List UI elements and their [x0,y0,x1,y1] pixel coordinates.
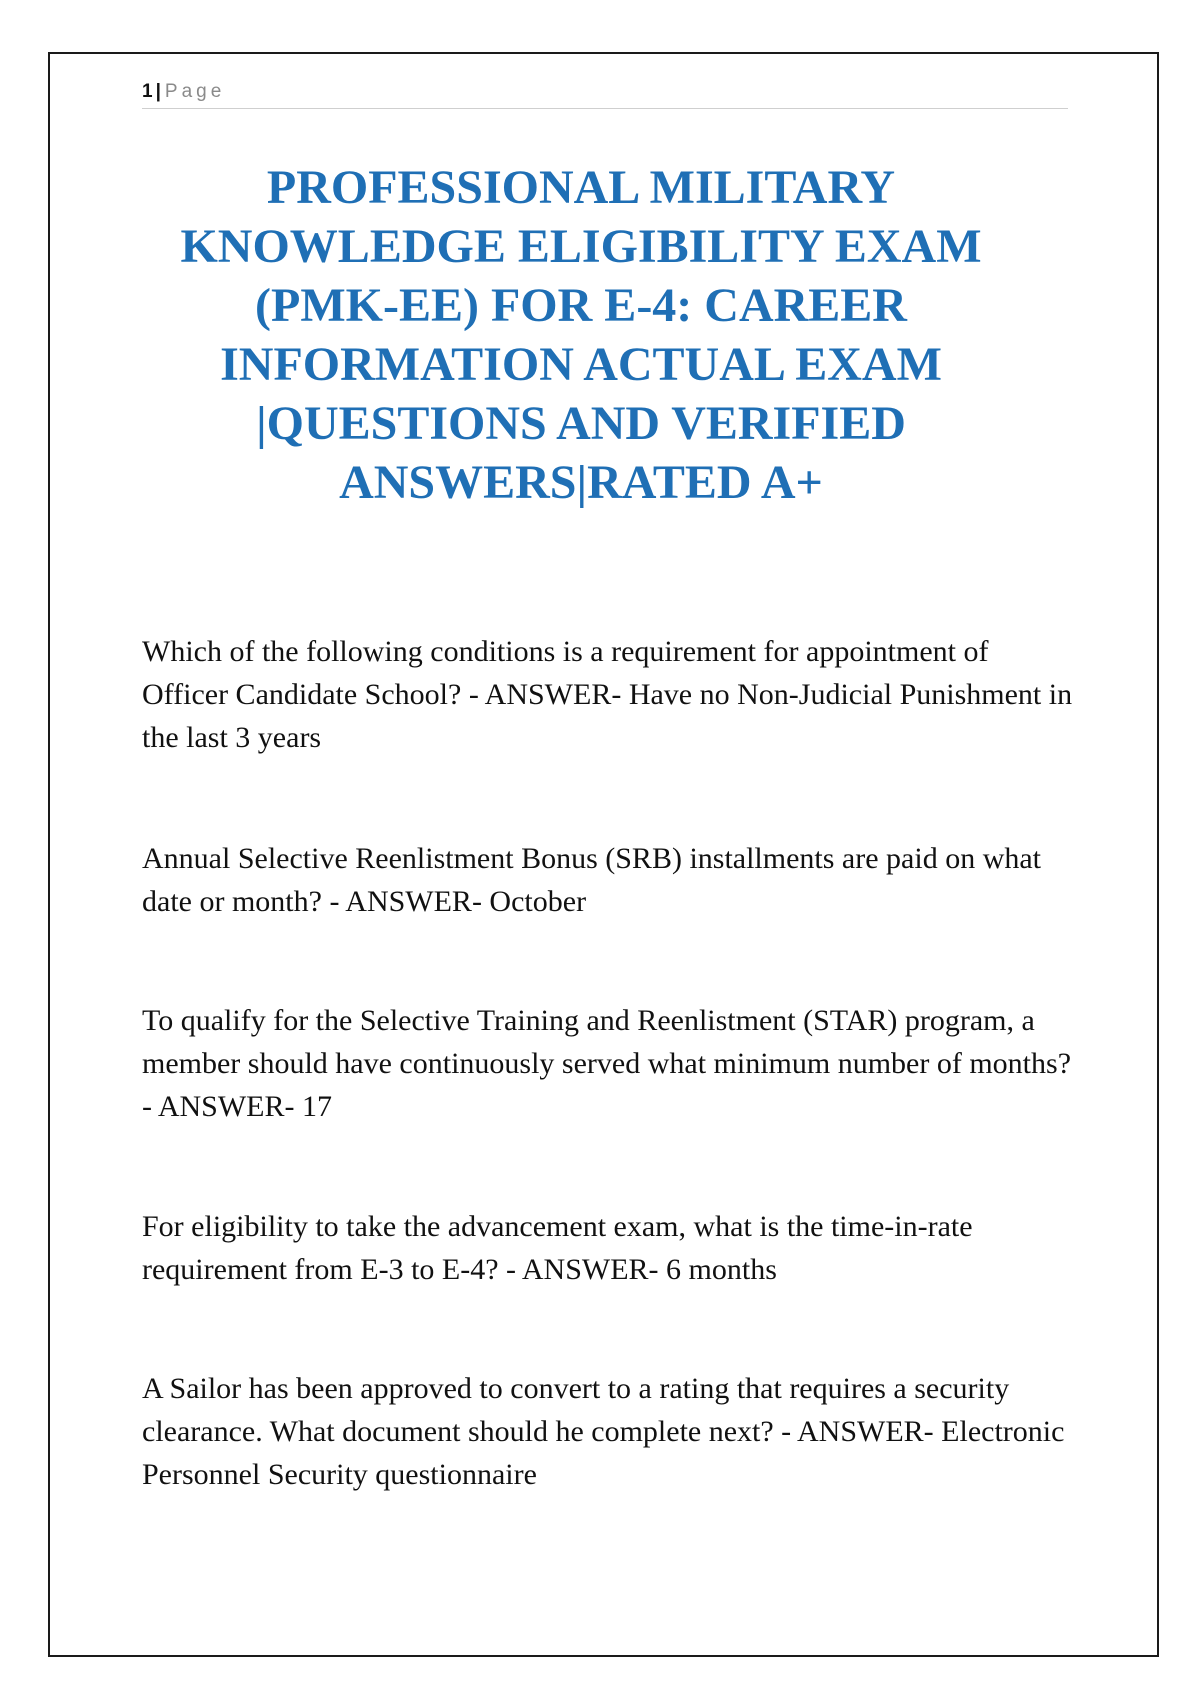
qa-item-5: A Sailor has been approved to convert to a rating that requires a security clearance. What document should he complete next? - ANSWER- Electronic Personnel Security questionnaire [142,1372,1065,1491]
page-label: Page [164,81,226,102]
qa-item-4: For eligibility to take the advancement exam, what is the time-in-rate requirement from E-3 to E-4? - ANSWER- 6 months [142,1210,973,1286]
page-number: 1 [142,81,153,102]
qa-item-3: To qualify for the Selective Training and Reenlistment (STAR) program, a member should have continuously served what minimum number of months? - ANSWER- 17 [142,1004,1072,1123]
page-header [142,80,1068,109]
page-separator: | [155,81,161,102]
document-title: PROFESSIONAL MILITARY KNOWLEDGE ELIGIBILITY EXAM (PMK-EE) FOR E-4: CAREER INFORMATION ACTUAL EXAM |QUESTIONS AND VERIFIED ANSWERS|RATED A+ [180,161,982,509]
qa-item-2: Annual Selective Reenlistment Bonus (SRB) installments are paid on what date or month? - ANSWER- October [142,842,1042,918]
qa-item-1: Which of the following conditions is a requirement for appointment of Officer Candidate School? - ANSWER- Have no Non-Judicial Punishment in the last 3 years [142,635,1073,754]
